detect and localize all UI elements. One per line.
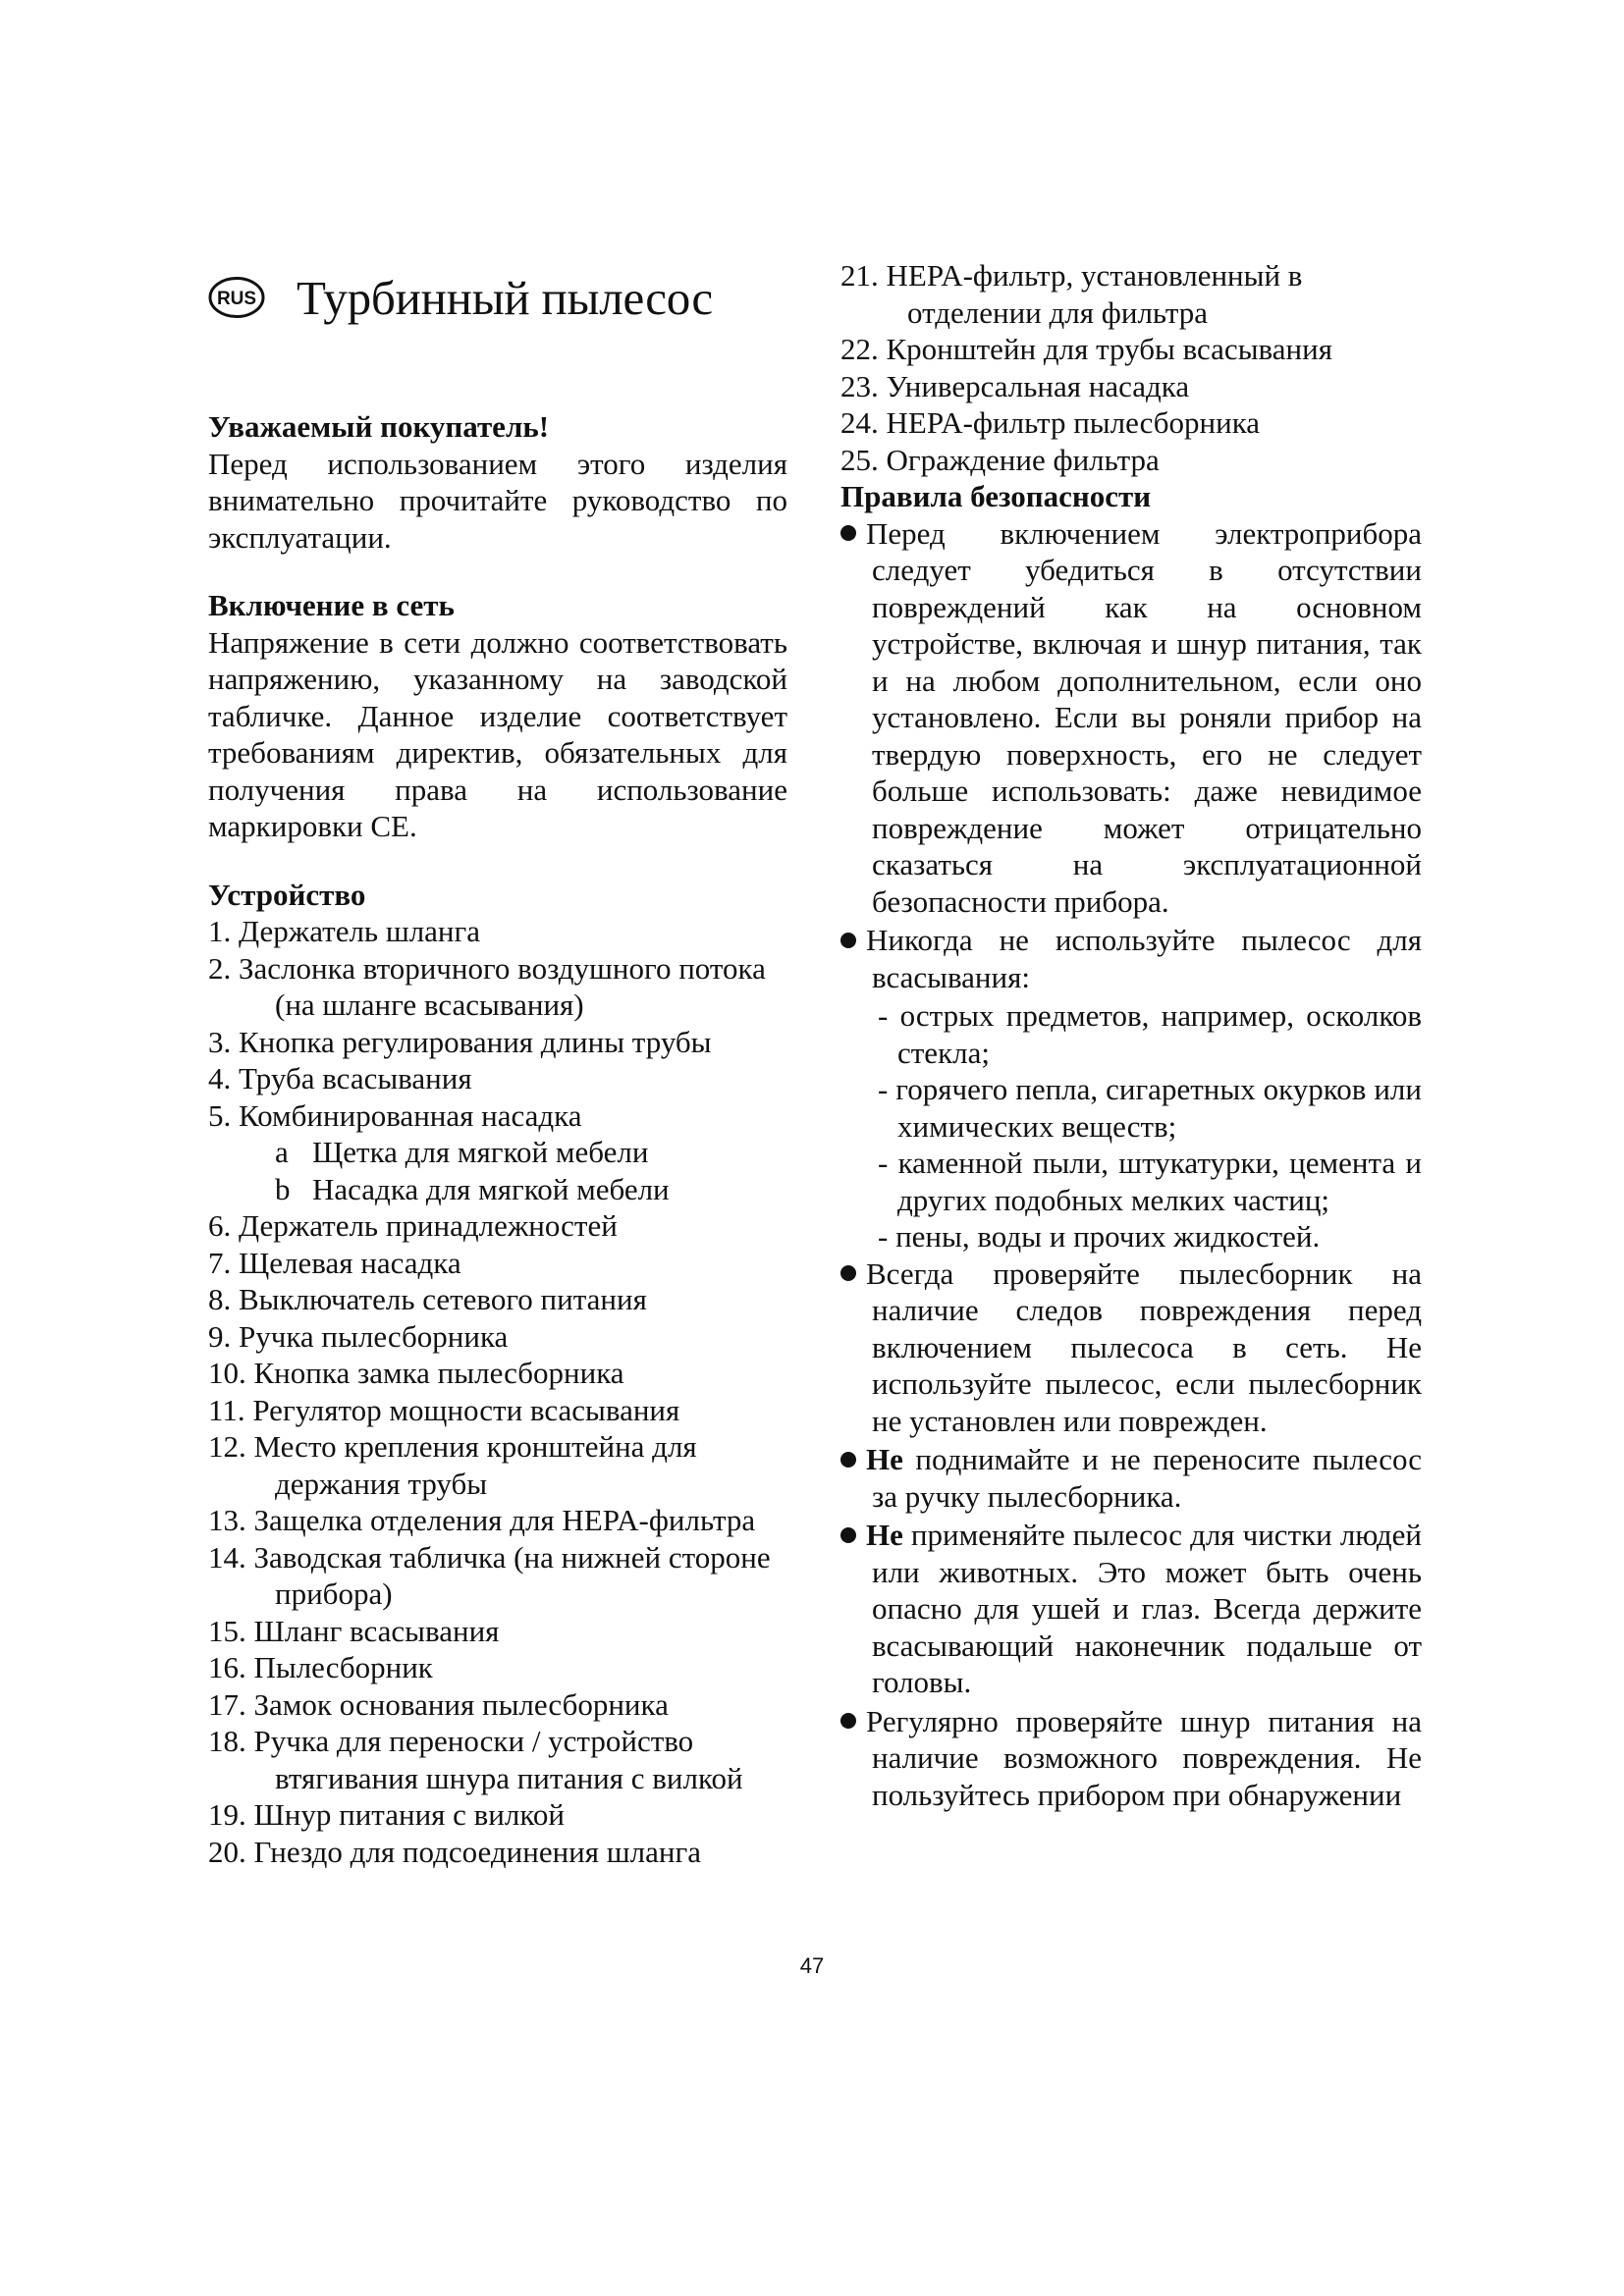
greeting-text: Перед использованием этого изделия внимательно прочитайте руководство по эксплуатации.: [208, 446, 787, 555]
safety-heading: Правила безопасности: [840, 479, 1152, 513]
bullet-text: Никогда не используйте пылесос для всасывания:: [866, 923, 1422, 994]
bullet-bold-word: Не: [866, 1518, 903, 1552]
page-title: Турбинный пылесос: [297, 270, 713, 325]
list-item: 14. Заводская табличка (на нижней стороне прибора): [208, 1539, 771, 1611]
bullet-bold-word: Не: [866, 1442, 903, 1476]
list-item: 20. Гнездо для подсоединения шланга: [208, 1834, 701, 1869]
safety-bullet: [840, 1517, 1422, 1701]
right-column: [840, 257, 1422, 1815]
safety-bullet: [840, 922, 1422, 995]
sub-list-item: [208, 1134, 787, 1171]
sub-item-letter: a: [275, 1135, 289, 1169]
safety-bullet: [840, 1703, 1422, 1814]
list-item: 15. Шланг всасывания: [208, 1613, 500, 1648]
list-item: 1. Держатель шланга: [208, 914, 480, 948]
safety-section: [840, 478, 1422, 1813]
safety-bullet: [840, 1255, 1422, 1440]
dash-item: - горячего пепла, сигаретных окурков или химических веществ;: [878, 1072, 1422, 1144]
sub-list-item: [208, 1171, 787, 1208]
list-item: 23. Универсальная насадка: [840, 368, 1190, 403]
safety-bullet: [840, 515, 1422, 921]
list-item: 6. Держатель принадлежностей: [208, 1208, 618, 1243]
bullet-icon: [840, 1452, 856, 1468]
device-heading: Устройство: [208, 877, 366, 912]
list-item: 22. Кронштейн для трубы всасывания: [840, 332, 1332, 366]
bullet-icon: [840, 1527, 856, 1543]
dash-item: - пены, воды и прочих жидкостей.: [878, 1219, 1321, 1254]
list-item: 24. HEPA-фильтр пылесборника: [840, 405, 1261, 440]
device-parts-list-continued: [840, 257, 1422, 478]
svg-text:RUS: RUS: [216, 289, 257, 309]
page-number: 47: [799, 1953, 825, 1978]
greeting-heading: Уважаемый покупатель!: [208, 409, 550, 444]
bullet-text: Всегда проверяйте пылесборник на наличие следов повреждения перед включением пылесоса в сеть. Не используйте пылесос, если пылесборник не установлен или поврежден.: [866, 1255, 1422, 1438]
list-item: 2. Заслонка вторичного воздушного потока (на шланге всасывания): [208, 950, 766, 1022]
list-item: 8. Выключатель сетевого питания: [208, 1282, 647, 1316]
bullet-icon: [840, 1265, 856, 1281]
device-parts-list: [208, 913, 787, 1870]
bullet-icon: [840, 933, 856, 948]
title-row: [208, 265, 787, 330]
list-item: 18. Ручка для переноски / устройство втягивания шнура питания с вилкой: [208, 1724, 743, 1795]
bullet-icon: [840, 525, 856, 541]
list-item: 21. HEPA-фильтр, установленный в отделении для фильтра: [840, 258, 1303, 330]
power-text: Напряжение в сети должно соответствовать напряжению, указанному на заводской табличке. Данное изделие соответствует требованиям директив, обязательных для получения права на использование маркировки CE.: [208, 624, 787, 843]
rus-badge-icon: [208, 276, 265, 319]
list-item: 13. Защелка отделения для HEPA-фильтра: [208, 1503, 756, 1537]
list-item: 10. Кнопка замка пылесборника: [208, 1356, 624, 1390]
list-item: 16. Пылесборник: [208, 1650, 433, 1684]
safety-bullet: [840, 1441, 1422, 1515]
bullet-text: Регулярно проверяйте шнур питания на наличие возможного повреждения. Не пользуйтесь прибором при обнаружении: [866, 1703, 1422, 1812]
bullet-text: поднимайте и не переносите пылесос за ручку пылесборника.: [872, 1442, 1422, 1514]
greeting-section: [208, 408, 787, 556]
bullet-text: применяйте пылесос для чистки людей или животных. Это может быть очень опасно для ушей и глаз. Всегда держите всасывающий наконечник подальше от головы.: [872, 1518, 1422, 1699]
power-section: [208, 587, 787, 845]
dash-item: - острых предметов, например, осколков стекла;: [878, 998, 1422, 1070]
sub-item-text: Насадка для мягкой мебели: [312, 1171, 670, 1206]
dash-item: - каменной пыли, штукатурки, цемента и других подобных мелких частиц;: [878, 1146, 1422, 1217]
list-item: 5. Комбинированная насадка: [208, 1097, 582, 1133]
sub-item-text: Щетка для мягкой мебели: [312, 1135, 649, 1169]
sub-item-letter: b: [275, 1171, 291, 1206]
list-item: 19. Шнур питания с вилкой: [208, 1797, 565, 1832]
list-item: 12. Место крепления кронштейна для держания трубы: [208, 1429, 697, 1501]
bullet-text: Перед включением электроприбора следует убедиться в отсутствии повреждений как на основном устройстве, включая и шнур питания, так и на любом дополнительном, если оно установлено. Если вы роняли прибор на твердую поверхность, его не следует больше использовать: даже невидимое повреждение может отрицательно сказаться на эксплуатационной безопасности прибора.: [866, 515, 1422, 919]
device-section: [208, 877, 787, 1871]
left-column: [208, 257, 787, 1870]
list-item: 4. Труба всасывания: [208, 1061, 472, 1095]
list-item: 11. Регулятор мощности всасывания: [208, 1392, 680, 1427]
list-item: 25. Ограждение фильтра: [840, 442, 1160, 477]
list-item: 7. Щелевая насадка: [208, 1245, 461, 1280]
bullet-icon: [840, 1713, 856, 1729]
list-item: 3. Кнопка регулирования длины трубы: [208, 1024, 712, 1059]
power-heading: Включение в сеть: [208, 588, 455, 622]
list-item: 9. Ручка пылесборника: [208, 1318, 509, 1354]
list-item: 17. Замок основания пылесборника: [208, 1686, 669, 1722]
